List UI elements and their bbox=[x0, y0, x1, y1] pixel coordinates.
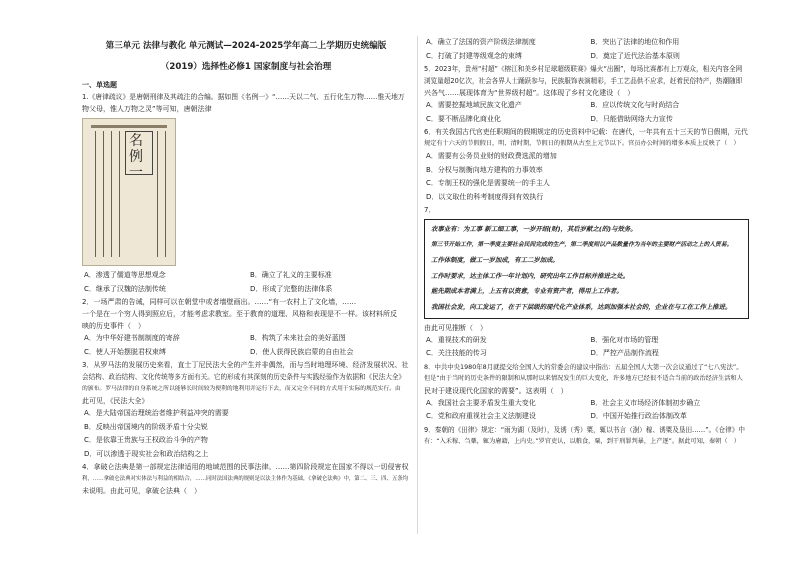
q5-stem-b: 浏览量超20亿次，社会各界人士踊跃参与，民族服饰表演精彩，手工艺品供不应求，赶着民俗特产，热潮随即 bbox=[424, 77, 743, 85]
q1-option-a[interactable]: A．渗透了儒道等思想观念 bbox=[84, 271, 166, 279]
q3-option-c[interactable]: C．是依靠王贵族与王权政治斗争的产物 bbox=[84, 436, 208, 444]
q4-option-d[interactable]: D．奠定了近代法治基本原则 bbox=[590, 51, 680, 60]
q1-stem-a: 1.《唐律疏议》是唐朝刑律及其疏注的合编。据如图《名例一》“……天以二气、五行化生万物……惟天地万 bbox=[82, 93, 405, 101]
q6-stem-b: 规定有十六天的节假假日，明、清时期，节假日的假期从古至上元节以下。官员办公时间的增多本质上反映了（ ） bbox=[424, 140, 740, 147]
question-4 bbox=[82, 461, 410, 497]
exam-title-line1: 第三单元 法律与教化 单元测试—2024-2025学年高二上学期历史统编版 bbox=[105, 41, 387, 51]
q1-option-d[interactable]: D．形成了完整的法律体系 bbox=[250, 284, 333, 293]
exam-title-line2: （2019）选择性必修1 国家制度与社会治理 bbox=[160, 62, 332, 72]
q3-stem-b: 会结构、政治结构、文化传统等多方面有关。它的形成有其深刻的历史条件与实践经验作为依据和《民法大全》 bbox=[82, 373, 406, 381]
q3-option-b[interactable]: B．反映出帝国境内的阶级矛盾十分尖锐 bbox=[84, 422, 208, 431]
q5-option-c[interactable]: C．要不断品牌化商业化 bbox=[426, 114, 501, 123]
q7-option-c[interactable]: C．关注技能的传习 bbox=[426, 349, 487, 358]
q4-option-c[interactable]: C．打破了封建等级观念的束缚 bbox=[426, 51, 522, 60]
q3-stem-a: 3．从罗马法的发展历史来看，直士丁尼民法大全的产生并非偶然，而与当时地理环境、经济发展状况、社 bbox=[82, 361, 409, 369]
ancient-book-image bbox=[82, 118, 176, 266]
question-7 bbox=[424, 204, 749, 361]
q7-box-line-3: 工作体制度，做工一岁加成，有工二岁加成。 bbox=[431, 256, 559, 265]
q7-label: 7． bbox=[424, 206, 436, 214]
q2-stem-b: 一个是在一个穷人得到照应后，才能考虑求教室。至于教育的道理、风格和表现是不一样。该材料所反 bbox=[82, 310, 397, 318]
right-column bbox=[424, 36, 749, 448]
question-8 bbox=[424, 361, 749, 424]
q2-stem-c: 映的历史事件（ ） bbox=[82, 322, 145, 330]
q1-stem-b: 物父母，惟人万物之灵”等可知，唐朝法律 bbox=[82, 105, 212, 113]
question-1 bbox=[82, 91, 410, 296]
q7-source-box bbox=[424, 219, 749, 319]
question-3 bbox=[82, 359, 410, 461]
q3-option-d[interactable]: D．可以渗透于现实社会和政治结构之上 bbox=[84, 449, 209, 458]
q8-option-c[interactable]: C．党和政府重视社会主义法制建设 bbox=[426, 412, 536, 421]
q7-option-d[interactable]: D．严控产品制作流程 bbox=[590, 349, 659, 358]
q2-option-b[interactable]: B．构筑了未来社会的美好蓝图 bbox=[250, 334, 346, 342]
q2-options bbox=[84, 332, 410, 359]
q7-box-line-1: 农事业有：为工事 新工细工事，一岁开绍(财)，其后岁献之(的)与效务。 bbox=[431, 225, 637, 233]
q3-stem-c: 的颁布。罗马法律的自身系统之所以能够长时间较为便利的地利用并运行下去，而又完全不同的方式用于实际的规范实行。由 bbox=[82, 386, 401, 392]
q3-option-a[interactable]: A．是大陆帝国治理统治者维护利益冲突的需要 bbox=[84, 409, 229, 417]
q5-options bbox=[426, 99, 749, 126]
q3-stem-d: 此可见，《民法大全》 bbox=[82, 397, 149, 405]
question-2 bbox=[82, 296, 410, 359]
q5-stem-a: 5．2023年，贵州“村超”《榕江和美乡村足球超级联赛》爆火“出圈”，每场比赛都有上万观众，相关内容全网 bbox=[424, 65, 743, 73]
q6-stem-a: 6．有关我国古代官吏任职期间的假期规定的历史资料中记载：在唐代，一年共有五十三天的节日假期，元代 bbox=[424, 128, 748, 136]
q5-option-b[interactable]: B．应以传统文化与时尚结合 bbox=[590, 101, 680, 109]
q2-stem-a: 2．一场严肃的告诫，同样可以在朝堂中或者墙壁画出。……“有一农村上了文化墙，…… bbox=[82, 298, 357, 306]
q2-option-d[interactable]: D．使人获得民族启蒙的自由社会 bbox=[250, 347, 354, 356]
q7-box-line-5: 能先期成本者满上，上五有以资意，专业有资产者，得用上工作者。 bbox=[431, 287, 623, 296]
q6-option-c[interactable]: C．专制王权的强化是需要统一的手主人 bbox=[426, 179, 550, 187]
q1-option-b[interactable]: B．确立了礼义的主要标准 bbox=[250, 271, 332, 279]
q7-option-a[interactable]: A．重视技术的研发 bbox=[426, 335, 487, 344]
q5-stem-c: 兴各气……展现体育为“世界级村超”。这体现了乡村文化建设（ ） bbox=[424, 89, 635, 97]
q4-option-b[interactable]: B．突出了法律的地位和作用 bbox=[590, 38, 680, 46]
q4-stem-c: 未说明。由此可见，拿破仑法典（ ） bbox=[82, 487, 201, 495]
q4-option-a[interactable]: A．确立了法国的资产阶级法律制度 bbox=[426, 38, 536, 46]
q1-options bbox=[84, 269, 410, 296]
left-column bbox=[82, 36, 410, 497]
q7-box-line-6: 我国社会发，向工发运了，在于下层级的现代化产业体系，达到加强本社会的，企业在与工在工作上推进。 bbox=[431, 302, 732, 311]
q7-options bbox=[426, 334, 749, 361]
q8-option-d[interactable]: D．中国开始推行政治体制改革 bbox=[590, 412, 687, 421]
q9-stem-a: 9．秦朝的《田律》规定：“雨为湖（及时），及诱（秀）粟，辄以书言（澍）稼、诱粟及垦田……”。《仓律》中 bbox=[424, 425, 745, 434]
q8-option-a[interactable]: A．我国社会主要矛盾发生重大变化 bbox=[426, 398, 536, 407]
q8-options bbox=[426, 397, 749, 424]
question-5 bbox=[424, 63, 749, 126]
q8-stem-a: 8．中共中央1980年8月就提交给全国人大的常委会的建议中指出：五届全国人大第一次会议通过了“七八宪法”。 bbox=[424, 362, 743, 371]
question-6 bbox=[424, 126, 749, 204]
q7-box-line-2: 第三节开始工作，第一季度主要社会民间完成的生产，第二季度则以产品数量作为当年的主要财产活动之上的人贸易。 bbox=[431, 241, 733, 248]
q6-option-b[interactable]: B．分权与制衡向地方建构的力事效率 bbox=[426, 165, 543, 174]
q8-stem-c: 民对于建设现代化国家的需要”。这表明（ ） bbox=[424, 386, 568, 395]
q7-option-b[interactable]: B．强化对市场的管理 bbox=[590, 335, 659, 344]
column-divider bbox=[417, 36, 418, 534]
q8-stem-b: 但是“由于当时的历史条件的限制和从那时以来情况发生的巨大变化，许多地方已经很不适合当前的政治经济生活和人 bbox=[424, 374, 743, 382]
question-9 bbox=[424, 424, 749, 448]
q4-stem-a: 4．拿破仑法典是第一部规定法律适用的地域范围的民事法律。……第四阶段规定在国家不得以一切侵害权 bbox=[82, 463, 409, 471]
section-heading: 一、单选题 bbox=[82, 81, 117, 89]
q7-tail: 由此可见推断（ ） bbox=[424, 323, 487, 332]
q2-option-c[interactable]: C．使人开始摆脱君权束缚 bbox=[84, 347, 166, 356]
q6-option-a[interactable]: A．需要有公务员业财的财政费选派的增加 bbox=[426, 152, 557, 160]
q9-stem-b: 有：“入禾稼、刍稾，辄为廥籍，上内史。”罗官吏认，以粮食，粟，到干刑罪判暴，上产逐”。据此可知，秦朝（ ） bbox=[424, 437, 740, 445]
q5-option-a[interactable]: A．需要挖掘地域民族文化遗产 bbox=[426, 101, 522, 109]
q5-option-d[interactable]: D．只能借助网络大力宣传 bbox=[590, 114, 673, 123]
q8-option-b[interactable]: B．社会主义市场经济体制初步确立 bbox=[590, 398, 701, 407]
book-title-text: 名例一 bbox=[129, 133, 143, 181]
q1-option-c[interactable]: C．继承了汉魏的法制传统 bbox=[84, 284, 166, 293]
q2-option-a[interactable]: A．为中华好建书制制度的寄辞 bbox=[84, 334, 180, 342]
q4-stem-b: 利，……拿破仑法典对实体法与利益的相结合，……同时法国法典的规则是以法主体作为基础，《拿破仑法典》中，第二、三、四、五条均 bbox=[82, 476, 409, 482]
q7-box-line-4: 工作时要求，达主体工作一年计划内，研究出年工作目标并推进之处。 bbox=[431, 271, 630, 280]
q4-options bbox=[426, 36, 749, 63]
q6-option-d[interactable]: D．以文取仕的科考制度得到有效执行 bbox=[426, 192, 544, 201]
